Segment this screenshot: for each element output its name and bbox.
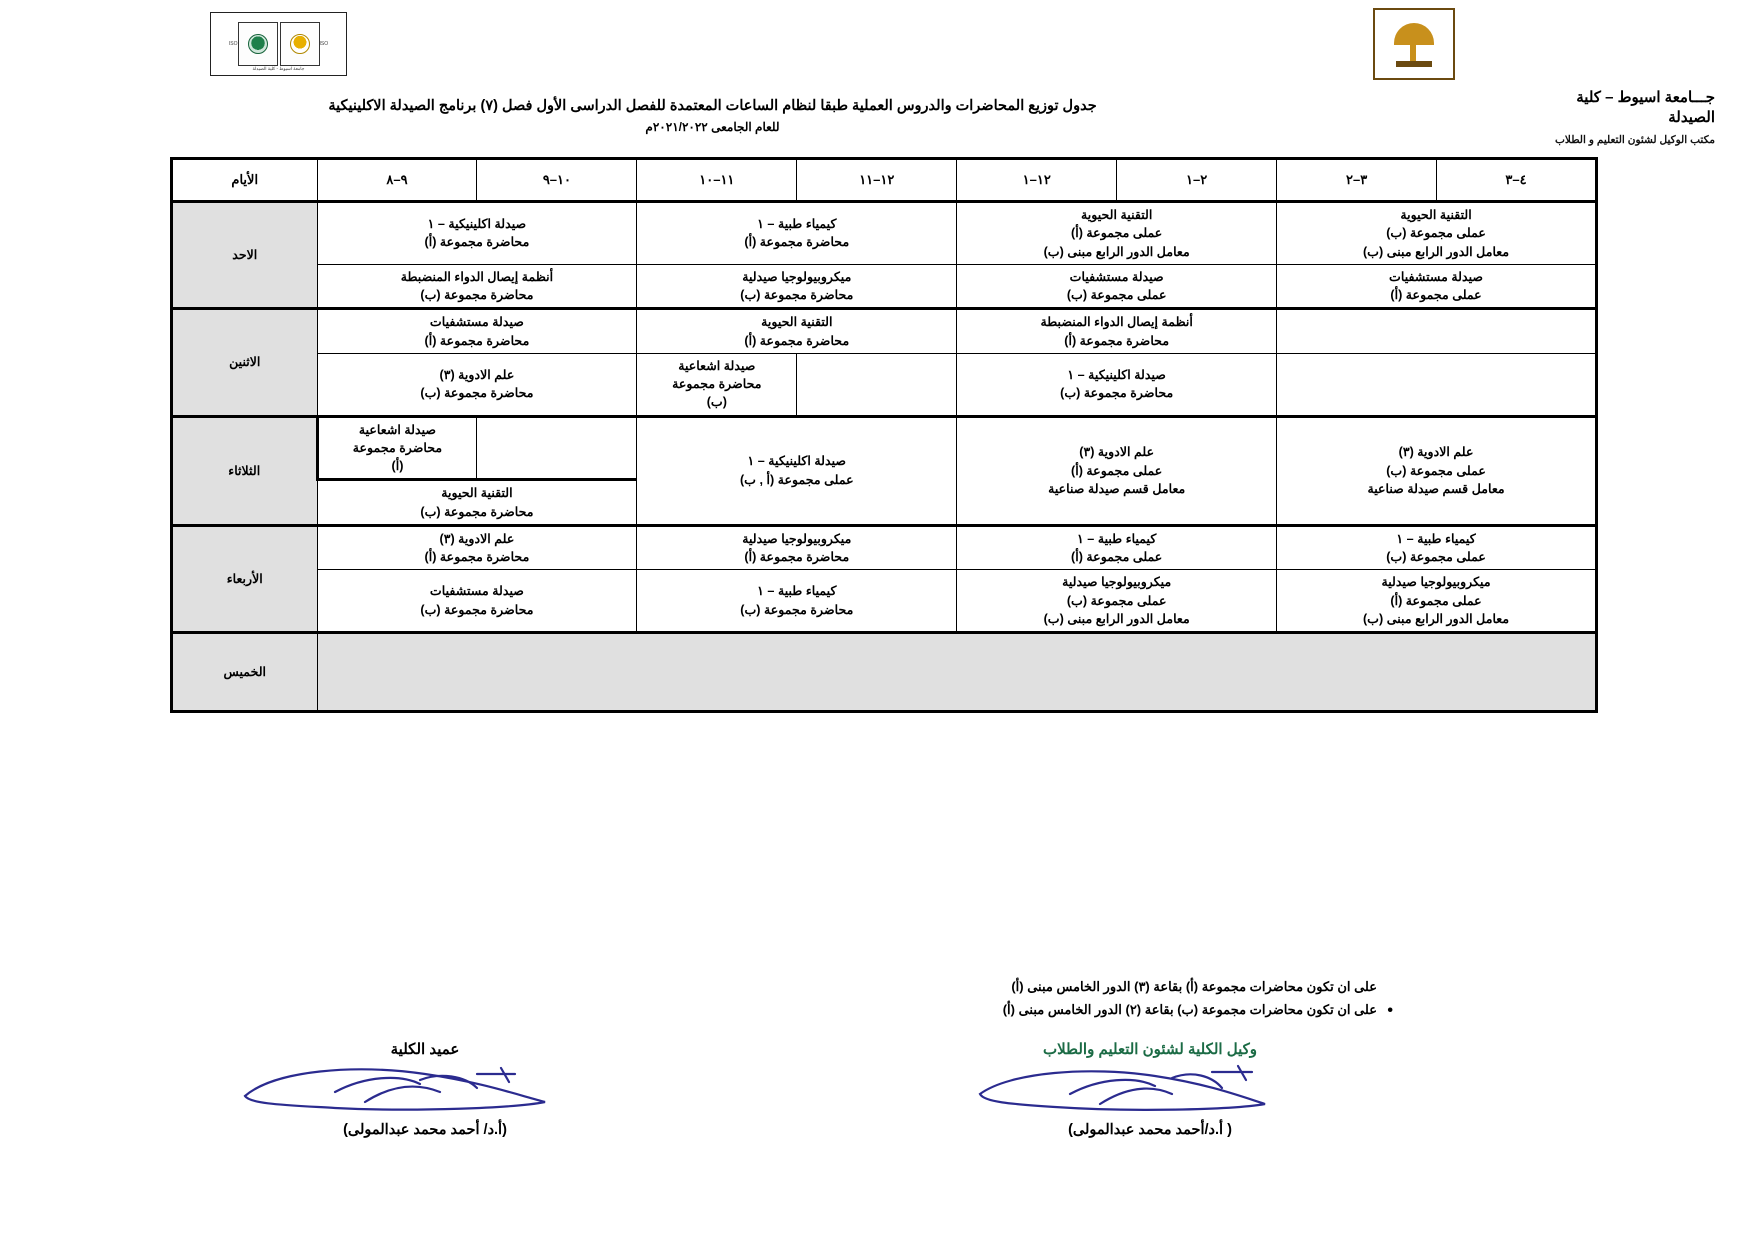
- pharmacy-faculty-logo: [210, 12, 347, 76]
- session-wednesday-pharmacology-lecture-a: علم الادوية (٣) محاضرة مجموعة (أ): [317, 525, 637, 570]
- session-sunday-microbiology-lecture-b: ميكروبيولوجيا صيدلية محاضرة مجموعة (ب): [637, 264, 957, 309]
- empty-cell-monday-1: [1277, 309, 1597, 354]
- time-slot-9-8: ٩–٨: [317, 159, 477, 202]
- session-monday-pharmacology-lecture-b: علم الادوية (٣) محاضرة مجموعة (ب): [317, 353, 637, 416]
- day-label-sunday: الاحد: [172, 202, 318, 309]
- session-monday-radiopharmacy-lecture-b: صيدلة اشعاعية محاضرة مجموعة (ب): [637, 353, 797, 416]
- empty-cell-monday-3: [797, 353, 957, 416]
- day-label-monday: الاثنين: [172, 309, 318, 416]
- vice-dean-name: ( أ.د/أحمد محمد عبدالمولى): [1068, 1122, 1232, 1138]
- time-slot-4-3: ٤–٣: [1437, 159, 1597, 202]
- empty-cell-thursday: [317, 633, 1597, 712]
- office-line: مكتب الوكيل لشئون التعليم و الطلاب: [1555, 133, 1715, 146]
- logo-emblems: [238, 22, 320, 66]
- dean-signature-mark: [215, 1062, 635, 1120]
- session-monday-bio-tech-lecture-a: التقنية الحيوية محاضرة مجموعة (أ): [637, 309, 957, 354]
- university-identity: [1465, 88, 1715, 147]
- session-wednesday-medicinal-chem-practical-a: كيمياء طبية – ١ عملى مجموعة (أ): [957, 525, 1277, 570]
- time-slot-12-1: ١٢–١: [957, 159, 1117, 202]
- table-row: [172, 416, 1597, 480]
- empty-cell-tuesday-1: [477, 416, 637, 480]
- table-row: [172, 309, 1597, 354]
- day-label-tuesday: الثلاثاء: [172, 416, 318, 525]
- notes-section: [170, 975, 1395, 1022]
- session-monday-clinical-pharmacy-lecture-b: صيدلة اكلينيكية – ١ محاضرة مجموعة (ب): [957, 353, 1277, 416]
- session-sunday-bio-tech-practical-b: التقنية الحيوية عملى مجموعة (ب) معامل الدور الرابع مبنى (ب): [1277, 202, 1597, 265]
- session-wednesday-medicinal-chem-lecture-b: كيمياء طبية – ١ محاضرة مجموعة (ب): [637, 570, 957, 633]
- dean-role-label: عميد الكلية: [390, 1041, 460, 1058]
- session-wednesday-hospital-pharmacy-lecture-b: صيدلة مستشفيات محاضرة مجموعة (ب): [317, 570, 637, 633]
- session-wednesday-microbiology-lecture-a: ميكروبيولوجيا صيدلية محاضرة مجموعة (أ): [637, 525, 957, 570]
- vice-dean-signature-mark: [940, 1062, 1360, 1120]
- title-subtitle: للعام الجامعى ٢٠٢١/٢٠٢٢م: [645, 120, 780, 135]
- table-row: [172, 570, 1597, 633]
- vice-dean-signature-block: [940, 1040, 1360, 1138]
- iso-badge-left: ISO: [319, 41, 329, 47]
- title-main: جدول توزيع المحاضرات والدروس العملية طبقا لنظام الساعات المعتمدة للفصل الدراسى الأول فصل (٧) برنامج الصيدلة الاكلينيكية: [328, 98, 1097, 114]
- time-slot-3-2: ٣–٢: [1277, 159, 1437, 202]
- session-monday-hospital-pharmacy-lecture-a: صيدلة مستشفيات محاضرة مجموعة (أ): [317, 309, 637, 354]
- university-name-line1: جـــامعة اسيوط – كلية: [1576, 89, 1715, 106]
- table-row: [172, 353, 1597, 416]
- schedule-table-wrapper: [170, 157, 1598, 713]
- time-slot-10-9: ١٠–٩: [477, 159, 637, 202]
- dean-name: (أ.د/ أحمد محمد عبدالمولى): [343, 1122, 507, 1138]
- empty-cell-monday-2: [1277, 353, 1597, 416]
- session-wednesday-microbiology-practical-a: ميكروبيولوجيا صيدلية عملى مجموعة (أ) معامل الدور الرابع مبنى (ب): [1277, 570, 1597, 633]
- table-row: [172, 633, 1597, 712]
- time-slot-11-10: ١١–١٠: [637, 159, 797, 202]
- time-slot-12-11: ١٢–١١: [797, 159, 957, 202]
- session-wednesday-medicinal-chem-practical-b: كيمياء طبية – ١ عملى مجموعة (ب): [1277, 525, 1597, 570]
- session-tuesday-pharmacology-practical-b: علم الادوية (٣) عملى مجموعة (ب) معامل قسم صيدلة صناعية: [1277, 416, 1597, 525]
- session-tuesday-clinical-pharmacy-practical-ab: صيدلة اكلينيكية – ١ عملى مجموعة (أ , ب): [637, 416, 957, 525]
- note-item-1: على ان تكون محاضرات مجموعة (أ) بقاعة (٣) الدور الخامس مبنى (أ): [1011, 979, 1377, 994]
- session-sunday-hospital-pharmacy-practical-a: صيدلة مستشفيات عملى مجموعة (أ): [1277, 264, 1597, 309]
- note-item-2: • على ان تكون محاضرات مجموعة (ب) بقاعة (٢) الدور الخامس مبنى (أ): [170, 998, 1377, 1021]
- table-row: [172, 525, 1597, 570]
- session-tuesday-bio-tech-lecture-b: التقنية الحيوية محاضرة مجموعة (ب): [317, 480, 637, 526]
- day-label-wednesday: الأربعاء: [172, 525, 318, 632]
- dean-signature-block: [215, 1040, 635, 1138]
- session-sunday-drug-delivery-lecture-b: أنظمة إيصال الدواء المنضبطة محاضرة مجموعة (ب): [317, 264, 637, 309]
- pharmacy-emblem-icon: [238, 22, 278, 66]
- table-row: [172, 264, 1597, 309]
- session-sunday-hospital-pharmacy-practical-b: صيدلة مستشفيات عملى مجموعة (ب): [957, 264, 1277, 309]
- session-tuesday-pharmacology-practical-a: علم الادوية (٣) عملى مجموعة (أ) معامل قسم صيدلة صناعية: [957, 416, 1277, 525]
- iso-badge-right: ISO: [228, 41, 238, 47]
- document-header: [0, 0, 1755, 150]
- session-sunday-medicinal-chem-lecture-a: كيمياء طبية – ١ محاضرة مجموعة (أ): [637, 202, 957, 265]
- university-name-line2: الصيدلة: [1668, 109, 1715, 127]
- table-row: [172, 202, 1597, 265]
- table-header-row: [172, 159, 1597, 202]
- university-palm-logo: [1373, 8, 1455, 80]
- time-slot-2-1: ٢–١: [1117, 159, 1277, 202]
- session-sunday-bio-tech-practical-a: التقنية الحيوية عملى مجموعة (أ) معامل الدور الرابع مبنى (ب): [957, 202, 1277, 265]
- session-monday-drug-delivery-lecture-a: أنظمة إيصال الدواء المنضبطة محاضرة مجموعة (أ): [957, 309, 1277, 354]
- session-tuesday-radiopharmacy-lecture-a: صيدلة اشعاعية محاضرة مجموعة (أ): [317, 416, 477, 480]
- university-emblem-icon: [280, 22, 320, 66]
- palm-tree-icon: [1392, 21, 1436, 67]
- session-wednesday-microbiology-practical-b: ميكروبيولوجيا صيدلية عملى مجموعة (ب) معامل الدور الرابع مبنى (ب): [957, 570, 1277, 633]
- day-label-thursday: الخميس: [172, 633, 318, 712]
- vice-dean-role-label: وكيل الكلية لشئون التعليم والطلاب: [1042, 1041, 1258, 1058]
- schedule-table: [170, 157, 1598, 713]
- logo-caption: جامعة أسيوط - كلية الصيدلة: [252, 66, 305, 71]
- page-title: [0, 95, 1425, 137]
- day-column-header: الأيام: [172, 159, 318, 202]
- session-sunday-clinical-pharmacy-lecture-a: صيدلة اكلينيكية – ١ محاضرة مجموعة (أ): [317, 202, 637, 265]
